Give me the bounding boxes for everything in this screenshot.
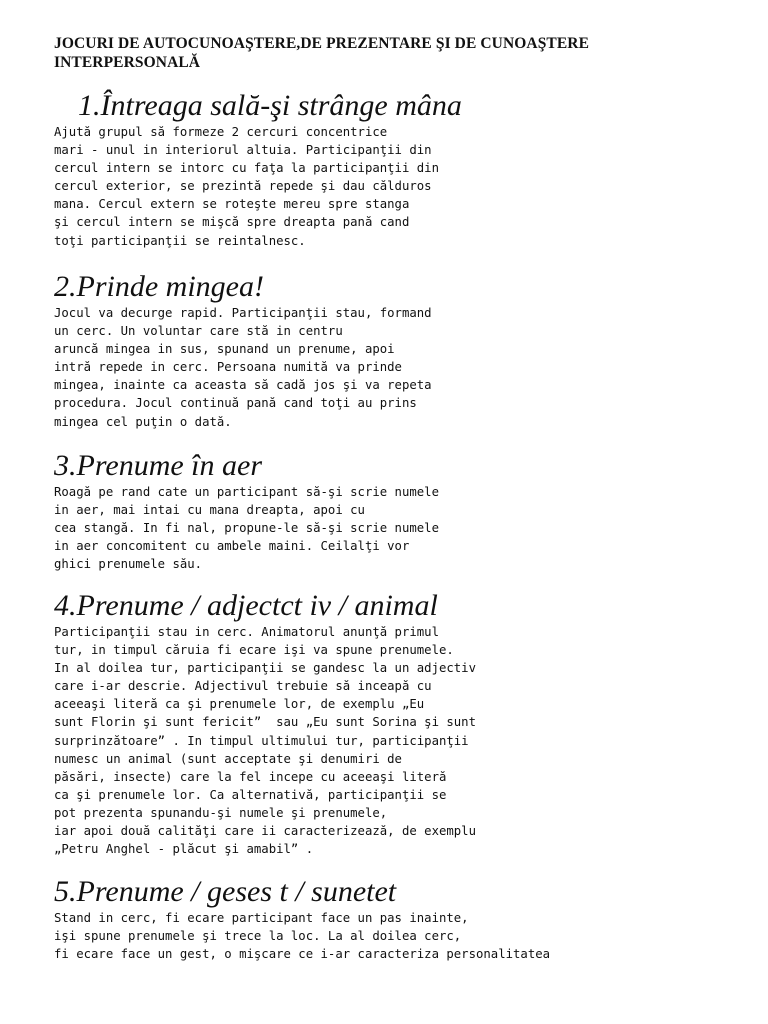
- text-line: care i-ar descrie. Adjectivul trebuie să inceapă cu: [54, 679, 432, 694]
- text-line: mingea, inainte ca aceasta să cadă jos şi va repeta: [54, 378, 432, 393]
- text-line: Stand in cerc, fi ecare participant face un pas inainte,: [54, 911, 469, 925]
- section-body: [54, 123, 754, 250]
- section-4: [54, 589, 754, 858]
- text-line: toţi participanţii se reintalnesc.: [54, 233, 306, 248]
- text-line: fi ecare face un gest, o mişcare ce i-ar caracteriza personalitatea: [54, 947, 551, 962]
- text-line: mingea cel puţin o dată.: [54, 414, 232, 429]
- text-line: păsări, insecte) care la fel incepe cu aceeaşi literă: [54, 769, 447, 784]
- text-line: şi cercul intern se mişcă spre dreapta pană cand: [54, 215, 410, 230]
- text-line: mana. Cercul extern se roteşte mereu spre stanga: [54, 197, 410, 212]
- title-line: INTERPERSONALĂ: [54, 54, 201, 71]
- section-heading: 4.Prenume / adjectct iv / animal: [54, 589, 438, 622]
- section-body: [54, 909, 754, 963]
- section-heading: 3.Prenume în aer: [54, 449, 263, 482]
- section-body: [54, 483, 754, 573]
- text-line: cercul exterior, se prezintă repede şi dau călduros: [54, 179, 432, 194]
- text-line: aceeaşi literă ca şi prenumele lor, de exemplu „Eu: [54, 697, 425, 712]
- text-line: intră repede in cerc. Persoana numită va prinde: [54, 360, 402, 375]
- text-line: in aer concomitent cu ambele maini. Ceilalţi vor: [54, 539, 410, 554]
- section-heading: 2.Prinde mingea!: [54, 270, 264, 303]
- text-line: Jocul va decurge rapid. Participanţii stau, formand: [54, 306, 432, 320]
- text-line: mari - unul in interiorul altuia. Participanţii din: [54, 143, 432, 158]
- text-line: ghici prenumele său.: [54, 557, 203, 572]
- document-title: [54, 34, 734, 72]
- section-3: [54, 449, 754, 573]
- text-line: Ajută grupul să formeze 2 cercuri concentrice: [54, 125, 388, 139]
- section-heading: 5.Prenume / geses t / sunetet: [54, 875, 397, 908]
- section-5: [54, 875, 754, 963]
- section-heading: 1.Întreaga sală-şi strânge mâna: [78, 89, 462, 122]
- text-line: In al doilea tur, participanţii se gandesc la un adjectiv: [54, 661, 476, 676]
- text-line: Participanţii stau in cerc. Animatorul anunţă primul: [54, 625, 439, 639]
- text-line: Roagă pe rand cate un participant să-şi scrie numele: [54, 485, 439, 499]
- text-line: iar apoi două calităţi care ii caracterizează, de exemplu: [54, 824, 476, 839]
- text-line: surprinzătoare” . In timpul ultimului tur, participanţii: [54, 733, 469, 748]
- section-1: [54, 89, 754, 250]
- section-body: [54, 623, 754, 858]
- section-2: [54, 270, 754, 431]
- text-line: ca şi prenumele lor. Ca alternativă, participanţii se: [54, 787, 447, 802]
- text-line: tur, in timpul căruia fi ecare işi va spune prenumele.: [54, 643, 454, 658]
- text-line: numesc un animal (sunt acceptate şi denumiri de: [54, 751, 402, 766]
- text-line: un cerc. Un voluntar care stă in centru: [54, 324, 343, 339]
- section-body: [54, 304, 754, 431]
- text-line: sunt Florin şi sunt fericit” sau „Eu sunt Sorina şi sunt: [54, 715, 476, 730]
- text-line: cercul intern se intorc cu faţa la participanţii din: [54, 161, 439, 176]
- text-line: cea stangă. In fi nal, propune-le să-şi scrie numele: [54, 521, 439, 536]
- text-line: in aer, mai intai cu mana dreapta, apoi cu: [54, 503, 365, 518]
- text-line: procedura. Jocul continuă pană cand toţi au prins: [54, 396, 417, 411]
- text-line: işi spune prenumele şi trece la loc. La al doilea cerc,: [54, 929, 462, 944]
- title-line: JOCURI DE AUTOCUNOAŞTERE,DE PREZENTARE ŞI DE CUNOAŞTERE: [54, 35, 590, 52]
- text-line: pot prezenta spunandu-şi numele şi prenumele,: [54, 805, 388, 820]
- text-line: „Petru Anghel - plăcut şi amabil” .: [54, 842, 314, 857]
- text-line: aruncă mingea in sus, spunand un prenume, apoi: [54, 342, 395, 357]
